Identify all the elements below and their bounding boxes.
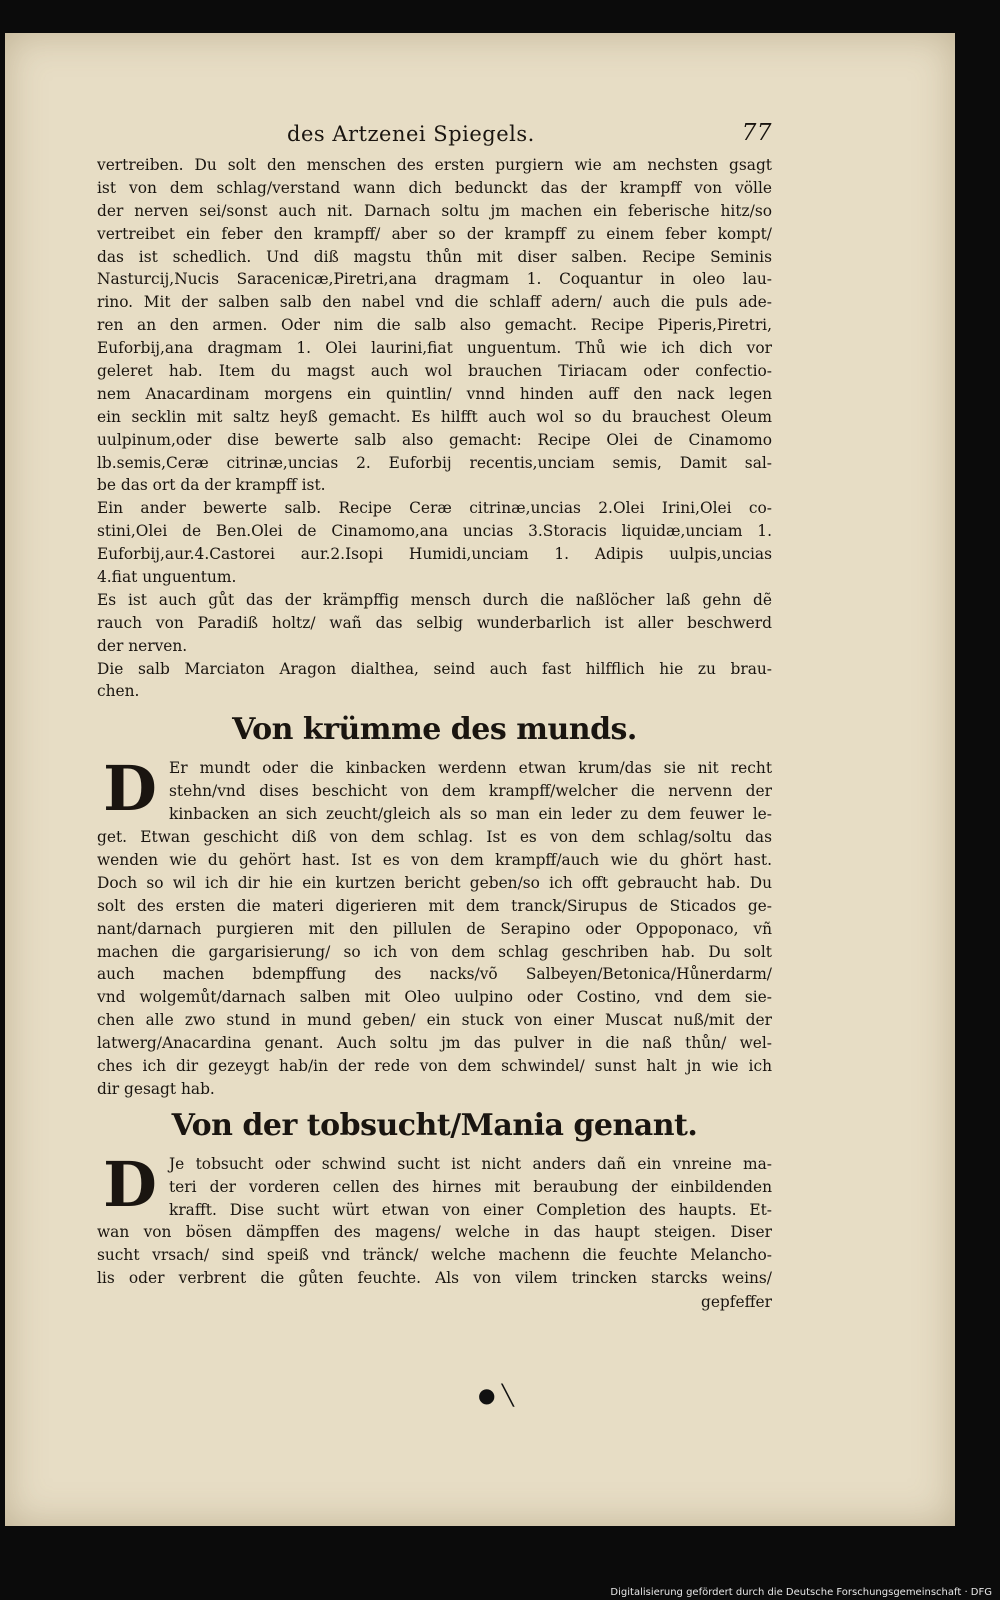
paragraph-mania <box>97 1147 772 1290</box>
decorated-initial: D <box>103 1147 157 1221</box>
footer-credit: Digitalisierung gefördert durch die Deutsche Forschungsgemeinschaft · DFG <box>610 1587 992 1598</box>
running-header <box>97 118 772 154</box>
text-line: wan von bösen dämpffen des magens/ welche in das haupt steigen. Diser <box>97 1223 772 1242</box>
text-line: 4.fiat unguentum. <box>97 568 237 587</box>
text-line: vnd wolgemůt/darnach salben mit Oleo uulpino oder Costino, vnd dem sie- <box>97 988 772 1007</box>
text-line: das ist schedlich. Und diß magstu thůn mit diser salben. Recipe Seminis <box>97 247 772 266</box>
text-line: krafft. Dise sucht würt etwan von einer Completion des haupts. Et- <box>169 1200 772 1219</box>
text-line: ein secklin mit saltz heyß gemacht. Es hilfft auch wol so du brauchest Oleum <box>97 407 772 426</box>
running-head-title: des Artzenei Spiegels. <box>287 122 535 146</box>
text-line: Die salb Marciaton Aragon dialthea, seind auch fast hilfflich hie zu brau- <box>97 659 772 678</box>
text-line: geleret hab. Item du magst auch wol brauchen Tiriacam oder confectio- <box>97 362 772 381</box>
text-line: Ein ander bewerte salb. Recipe Ceræ citrinæ,uncias 2.Olei Irini,Olei co- <box>97 499 772 518</box>
text-line: dir gesagt hab. <box>97 1079 215 1098</box>
paragraph-other-salve <box>97 497 772 589</box>
text-line: Euforbij,aur.4.Castorei aur.2.Isopi Humidi,unciam 1. Adipis uulpis,uncias <box>97 545 772 564</box>
text-line: be das ort da der krampff ist. <box>97 476 326 495</box>
text-line: get. Etwan geschicht diß von dem schlag. Ist es von dem schlag/soltu das <box>97 828 772 847</box>
text-line: Es ist auch gůt das der krämpffig mensch durch die naßlöcher laß gehn dẽ <box>97 590 772 609</box>
text-line: wenden wie du gehört hast. Ist es von dem krampff/auch wie du ghört hast. <box>97 850 772 869</box>
text-line: stehn/vnd dises beschicht von dem krampff/welcher die nervenn der <box>169 782 772 801</box>
text-line: Nasturcij,Nucis Saracenicæ,Piretri,ana dragmam 1. Coquantur in oleo lau- <box>97 270 772 289</box>
text-line: Euforbij,ana dragmam 1. Olei laurini,fiat unguentum. Thů wie ich dich vor <box>97 339 772 358</box>
decorated-initial: D <box>103 752 157 826</box>
text-line: auch machen bdempffung des nacks/võ Salbeyen/Betonica/Hůnerdarm/ <box>97 965 772 984</box>
text-line: ren an den armen. Oder nim die salb also gemacht. Recipe Piperis,Piretri, <box>97 316 772 335</box>
text-line: lb.semis,Ceræ citrinæ,uncias 2. Euforbij recentis,unciam semis, Damit sal- <box>97 453 772 472</box>
text-line: nant/darnach purgieren mit den pillulen de Serapino oder Oppoponaco, vñ <box>97 919 772 938</box>
paragraph-cramp-treatment <box>97 154 772 497</box>
page-number: 77 <box>741 120 772 146</box>
text-line: nem Anacardinam morgens ein quintlin/ vnnd hinden auff den nack legen <box>97 384 772 403</box>
text-line: uulpinum,oder dise bewerte salb also gemacht: Recipe Olei de Cinamomo <box>97 430 772 449</box>
paragraph-mouth <box>97 752 772 1100</box>
catchword: gepfeffer <box>700 1293 772 1312</box>
ink-marks: ● ╲ <box>478 1383 514 1407</box>
text-line: vertreiben. Du solt den menschen des ersten purgiern wie am nechsten gsagt <box>97 156 772 174</box>
text-line: rino. Mit der salben salb den nabel vnd die schlaff adern/ auch die puls ade- <box>97 293 772 312</box>
text-line: Je tobsucht oder schwind sucht ist nicht anders dañ ein vnreine ma- <box>169 1154 772 1173</box>
paragraph-paradise-wood <box>97 589 772 658</box>
text-line: kinbacken an sich zeucht/gleich als so man ein leder zu dem feuwer le- <box>169 805 772 824</box>
text-line: der nerven sei/sonst auch nit. Darnach soltu jm machen ein feberische hitz/so <box>97 201 772 220</box>
text-line: lis oder verbrent die gůten feuchte. Als von vilem trincken starcks weins/ <box>97 1269 772 1288</box>
section-heading-mania: Von der tobsucht/Mania genant. <box>171 1107 698 1143</box>
text-line: ist von dem schlag/verstand wann dich bedunckt das der krampff von völle <box>97 178 772 197</box>
text-line: latwerg/Anacardina genant. Auch soltu jm das pulver in die naß thůn/ wel- <box>97 1034 772 1053</box>
text-line: sucht vrsach/ sind speiß vnd tränck/ welche machenn die feuchte Melancho- <box>97 1246 772 1265</box>
page-text-block <box>97 118 772 1314</box>
text-line: stini,Olei de Ben.Olei de Cinamomo,ana uncias 3.Storacis liquidæ,unciam 1. <box>97 522 772 541</box>
section-heading-mouth: Von krümme des munds. <box>232 712 637 748</box>
text-line: ches ich dir gezeygt hab/in der rede von dem schwindel/ sunst halt jn wie ich <box>97 1056 772 1075</box>
text-line: chen. <box>97 682 140 701</box>
text-line: vertreibet ein feber den krampff/ aber so der krampff zu einem feber kompt/ <box>97 224 772 243</box>
text-line: solt des ersten die materi digerieren mit dem tranck/Sirupus de Sticados ge- <box>97 896 772 915</box>
text-line: machen die gargarisierung/ so ich von dem schlag geschriben hab. Du solt <box>97 942 772 961</box>
text-line: Er mundt oder die kinbacken werdenn etwan krum/das sie nit recht <box>169 759 772 778</box>
paragraph-marciaton <box>97 658 772 704</box>
text-line: der nerven. <box>97 636 188 655</box>
text-line: chen alle zwo stund in mund geben/ ein stuck von einer Muscat nuß/mit der <box>97 1011 772 1030</box>
text-line: Doch so wil ich dir hie ein kurtzen bericht geben/so ich offt gebraucht hab. Du <box>97 873 772 892</box>
text-line: teri der vorderen cellen des hirnes mit beraubung der einbildenden <box>169 1177 772 1196</box>
text-line: rauch von Paradiß holtz/ wañ das selbig wunderbarlich ist aller beschwerd <box>97 613 772 632</box>
